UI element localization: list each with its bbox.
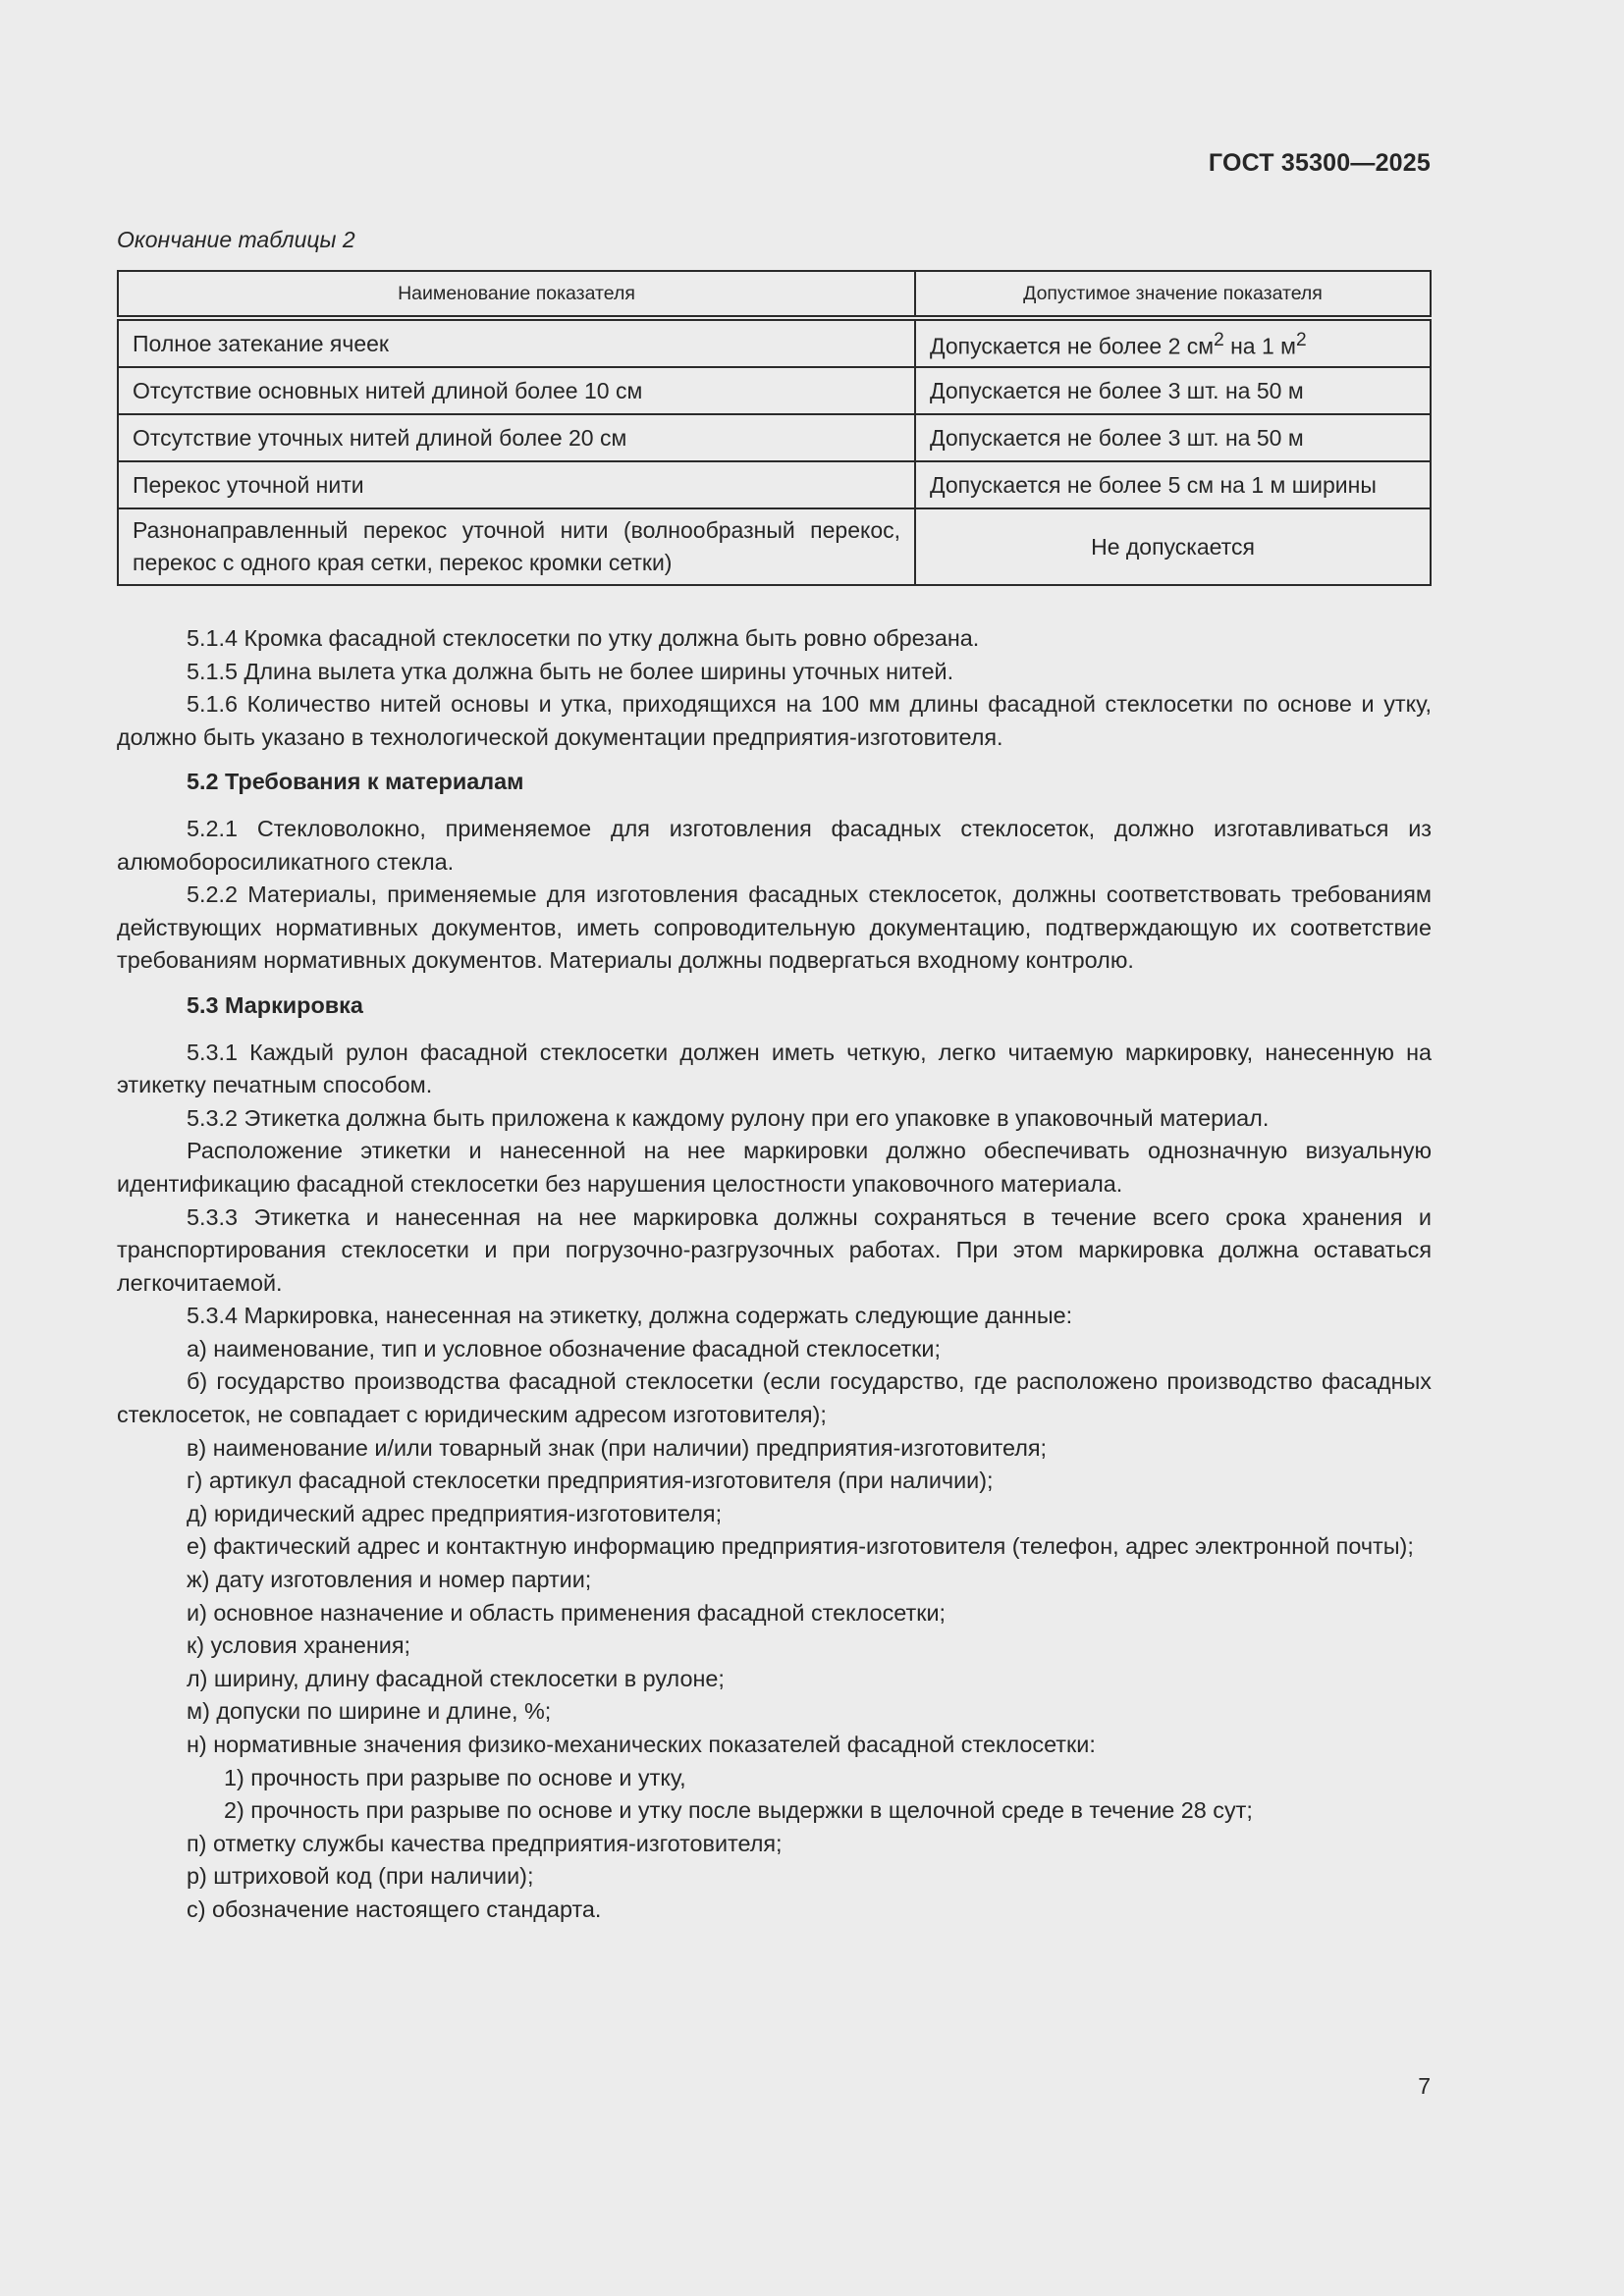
sub-list-item: 1) прочность при разрыве по основе и утку, [224, 1764, 686, 1790]
document-header: ГОСТ 35300—2025 [1208, 149, 1431, 177]
list-item: е) фактический адрес и контактную информацию предприятия-изготовителя (телефон, адрес электронной почты); [187, 1533, 1414, 1560]
table-header-row [118, 271, 1431, 318]
section-heading-5-3: 5.3 Маркировка [187, 991, 363, 1018]
table-cell-name: Отсутствие основных нитей длиной более 10 см [118, 367, 915, 414]
list-item: в) наименование и/или товарный знак (при наличии) предприятия-изготовителя; [187, 1434, 1048, 1461]
spec-table [117, 270, 1432, 586]
paragraph-5-3-4: 5.3.4 Маркировка, нанесенная на этикетку, должна содержать следующие данные: [187, 1303, 1073, 1329]
paragraph-5-1-5: 5.1.5 Длина вылета утка должна быть не более ширины уточных нитей. [187, 658, 954, 684]
table-cell-name: Полное затекание ячеек [118, 318, 915, 367]
table-row [118, 508, 1431, 585]
table-row [118, 414, 1431, 461]
page-number: 7 [1418, 2073, 1431, 2099]
list-item: к) условия хранения; [187, 1632, 411, 1659]
table-cell-name: Разнонаправленный перекос уточной нити (волнообразный перекос, перекос с одного края сетки, перекос кромки сетки) [118, 508, 915, 585]
column-header: Допустимое значение показателя [915, 271, 1431, 318]
list-item: а) наименование, тип и условное обозначение фасадной стеклосетки; [187, 1335, 941, 1362]
list-item: п) отметку службы качества предприятия-изготовителя; [187, 1830, 783, 1856]
list-item: м) допуски по ширине и длине, %; [187, 1698, 552, 1725]
paragraph-5-3-2: 5.3.2 Этикетка должна быть приложена к каждому рулону при его упаковке в упаковочный материал. [187, 1104, 1270, 1131]
body-text [117, 622, 1432, 1927]
list-item: г) артикул фасадной стеклосетки предприятия-изготовителя (при наличии); [187, 1468, 994, 1494]
table-cell-value: Допускается не более 3 шт. на 50 м [915, 367, 1431, 414]
table-cell-value: Допускается не более 5 см на 1 м ширины [915, 461, 1431, 508]
table-cell-value: Не допускается [915, 508, 1431, 585]
paragraph-5-3-2-cont: Расположение этикетки и нанесенной на нее маркировки должно обеспечивать однозначную визуальную идентификацию фасадной стеклосетки без нарушения целостности упаковочного материала. [117, 1138, 1432, 1197]
list-item: и) основное назначение и область применения фасадной стеклосетки; [187, 1599, 947, 1626]
table-row [118, 461, 1431, 508]
paragraph-5-3-3: 5.3.3 Этикетка и нанесенная на нее маркировка должны сохраняться в течение всего срока хранения и транспортирования стеклосетки и при погрузочно-разгрузочных работах. При этом маркировка должна оставаться легкочитаемой. [117, 1203, 1432, 1296]
table-cell-value: Допускается не более 2 $см^2$ на 1 $м^2$ [915, 318, 1431, 367]
section-heading-5-2: 5.2 Требования к материалам [187, 769, 524, 795]
list-item: с) обозначение настоящего стандарта. [187, 1896, 602, 1922]
sub-list-item: 2) прочность при разрыве по основе и утку после выдержки в щелочной среде в течение 28 сут; [224, 1797, 1253, 1824]
table-caption: Окончание таблицы 2 [117, 227, 355, 252]
table-row [118, 318, 1431, 367]
paragraph-5-2-1: 5.2.1 Стекловолокно, применяемое для изготовления фасадных стеклосеток, должно изготавливаться из алюмоборосиликатного стекла. [117, 815, 1432, 875]
list-item: ж) дату изготовления и номер партии; [187, 1567, 592, 1593]
paragraph-5-2-2: 5.2.2 Материалы, применяемые для изготовления фасадных стеклосеток, должны соответствовать требованиям действующих нормативных документов, иметь сопроводительную документацию, подтверждающую их соответствие требованиям нормативных документов. Материалы должны подвергаться входному контролю. [117, 881, 1432, 974]
list-item: б) государство производства фасадной стеклосетки (если государство, где расположено производство фасадных стеклосеток, не совпадает с юридическим адресом изготовителя); [117, 1368, 1432, 1428]
table-row [118, 367, 1431, 414]
list-item: р) штриховой код (при наличии); [187, 1863, 534, 1890]
paragraph-5-3-1: 5.3.1 Каждый рулон фасадной стеклосетки должен иметь четкую, легко читаемую маркировку, нанесенную на этикетку печатным способом. [117, 1039, 1432, 1098]
paragraph-5-1-4: 5.1.4 Кромка фасадной стеклосетки по утку должна быть ровно обрезана. [187, 625, 980, 651]
list-item: н) нормативные значения физико-механических показателей фасадной стеклосетки: [187, 1732, 1096, 1757]
list-item: л) ширину, длину фасадной стеклосетки в рулоне; [187, 1665, 725, 1691]
list-item: д) юридический адрес предприятия-изготовителя; [187, 1500, 723, 1526]
column-header: Наименование показателя [118, 271, 915, 318]
table-cell-value: Допускается не более 3 шт. на 50 м [915, 414, 1431, 461]
table-cell-name: Перекос уточной нити [118, 461, 915, 508]
table-cell-name: Отсутствие уточных нитей длиной более 20 см [118, 414, 915, 461]
paragraph-5-1-6: 5.1.6 Количество нитей основы и утка, приходящихся на 100 мм длины фасадной стеклосетки по основе и утку, должно быть указано в технологической документации предприятия-изготовителя. [117, 691, 1432, 750]
